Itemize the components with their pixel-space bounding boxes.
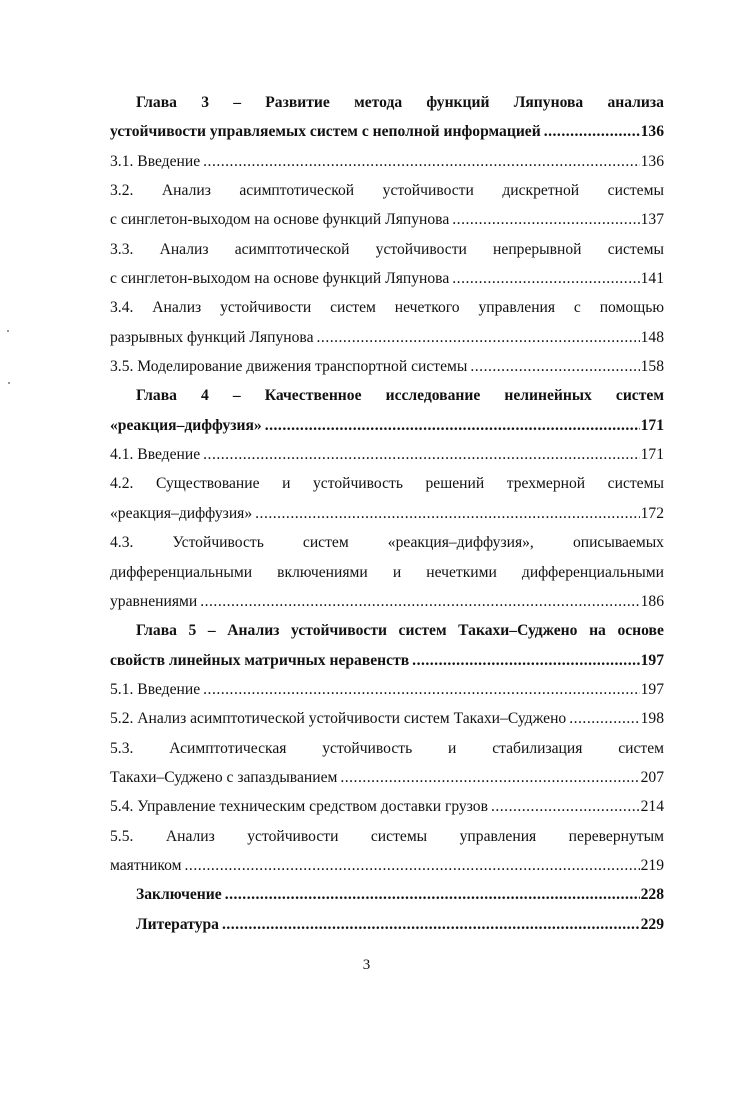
page-number: 3: [362, 957, 371, 973]
toc-entry-line: [110, 440, 664, 469]
toc-page-number: 219: [640, 856, 664, 874]
dot-leader: [203, 147, 639, 176]
toc-entry-line: 5.3. Асимптотическая устойчивость и стабилизация систем: [110, 739, 664, 757]
dot-leader: [452, 264, 639, 293]
toc-page-number: 148: [640, 328, 664, 346]
toc-entry-line: [110, 264, 664, 293]
dot-leader: [412, 646, 639, 675]
toc-page-number: 197: [640, 680, 664, 698]
toc-entry-title: «реакция–диффузия»: [110, 504, 253, 522]
toc-page-number: 158: [640, 358, 664, 376]
toc-entry-title: маятником: [110, 856, 182, 874]
toc-entry-title: 4.1. Введение: [110, 446, 201, 464]
dot-leader: [569, 704, 639, 733]
toc-entry-title: 5.4. Управление техническим средством доставки грузов: [110, 798, 488, 816]
toc-entry-title: 5.2. Анализ асимптотической устойчивости систем Такахи–Суджено: [110, 710, 567, 728]
dot-leader: [255, 499, 639, 528]
toc-entry-line: [110, 675, 664, 704]
dot-leader: [222, 910, 640, 939]
toc-entry-line: [110, 851, 664, 880]
toc-entry-line: Глава 3 – Развитие метода функций Ляпунова анализа: [136, 94, 664, 111]
dot-leader: [452, 205, 639, 234]
toc-entry-title: 3.1. Введение: [110, 152, 201, 170]
dot-leader: [491, 792, 640, 821]
toc-entry-line: [110, 704, 664, 733]
toc-entry-title: Заключение: [136, 886, 222, 904]
toc-entry-line: [110, 411, 664, 440]
toc-entry-title: с синглетон-выходом на основе функций Ляпунова: [110, 211, 450, 229]
toc-page-number: 207: [640, 768, 664, 786]
toc-page-number: 198: [640, 710, 664, 728]
toc-entry-title: Такахи–Суджено с запаздыванием: [110, 768, 338, 786]
toc-entry-line: [110, 792, 664, 821]
toc-entry-line: 4.3. Устойчивость систем «реакция–диффузия», описываемых: [110, 534, 664, 552]
dot-leader: [203, 440, 639, 469]
toc-entry-line: Глава 4 – Качественное исследование нелинейных систем: [136, 387, 664, 405]
toc-entry-title: разрывных функций Ляпунова: [110, 328, 314, 346]
toc-entry-line: [110, 352, 664, 381]
toc-entry-line: [110, 646, 664, 675]
toc-entry-line: 3.3. Анализ асимптотической устойчивости непрерывной системы: [110, 240, 664, 258]
table-of-contents: [110, 88, 664, 939]
dot-leader: [225, 880, 640, 909]
toc-entry-line: [110, 763, 664, 792]
toc-entry-title: 3.5. Моделирование движения транспортной системы: [110, 358, 468, 376]
toc-entry-line: [110, 205, 664, 234]
dot-leader: [470, 352, 639, 381]
toc-entry-title: «реакция–диффузия»: [110, 416, 262, 434]
toc-entry-title: Литература: [136, 915, 219, 933]
toc-entry-line: [110, 880, 664, 909]
toc-page-number: 186: [640, 592, 664, 610]
toc-entry-title: свойств линейных матричных неравенств: [110, 651, 410, 669]
toc-entry-line: 5.5. Анализ устойчивости системы управления перевернутым: [110, 827, 664, 845]
toc-page-number: 197: [640, 651, 664, 669]
toc-page-number: 214: [640, 798, 664, 816]
toc-entry-line: [110, 117, 664, 146]
toc-page-number: 172: [640, 504, 664, 522]
toc-page-number: 228: [640, 886, 664, 904]
toc-entry-line: [110, 587, 664, 616]
dot-leader: [317, 323, 640, 352]
toc-entry-title: устойчивости управляемых систем с неполной информацией: [110, 123, 541, 141]
toc-page-number: 136: [640, 152, 664, 170]
toc-page-number: 171: [640, 416, 664, 434]
toc-entry-line: [110, 499, 664, 528]
toc-page-number: 171: [640, 446, 664, 464]
toc-entry-line: [110, 910, 664, 939]
toc-page-number: 137: [640, 211, 664, 229]
dot-leader: [203, 675, 639, 704]
toc-entry-line: [110, 323, 664, 352]
scan-speck: [7, 330, 9, 332]
toc-entry-title: с синглетон-выходом на основе функций Ляпунова: [110, 270, 450, 288]
dot-leader: [200, 587, 639, 616]
dot-leader: [340, 763, 639, 792]
toc-entry-title: 5.1. Введение: [110, 680, 201, 698]
dot-leader: [544, 117, 640, 146]
dot-leader: [265, 411, 640, 440]
toc-entry-line: 3.2. Анализ асимптотической устойчивости дискретной системы: [110, 182, 664, 200]
toc-entry-line: дифференциальными включениями и нечеткими дифференциальными: [110, 563, 664, 581]
toc-entry-line: 3.4. Анализ устойчивости систем нечеткого управления с помощью: [110, 299, 664, 317]
toc-page-number: 136: [640, 123, 664, 141]
toc-entry-title: уравнениями: [110, 592, 198, 610]
toc-entry-line: 4.2. Существование и устойчивость решений трехмерной системы: [110, 475, 664, 493]
toc-page-number: 141: [640, 270, 664, 288]
toc-entry-line: Глава 5 – Анализ устойчивости систем Такахи–Суджено на основе: [136, 622, 664, 640]
toc-entry-line: [110, 147, 664, 176]
scan-speck: [8, 382, 10, 384]
toc-page-number: 229: [640, 915, 664, 933]
dot-leader: [185, 851, 640, 880]
